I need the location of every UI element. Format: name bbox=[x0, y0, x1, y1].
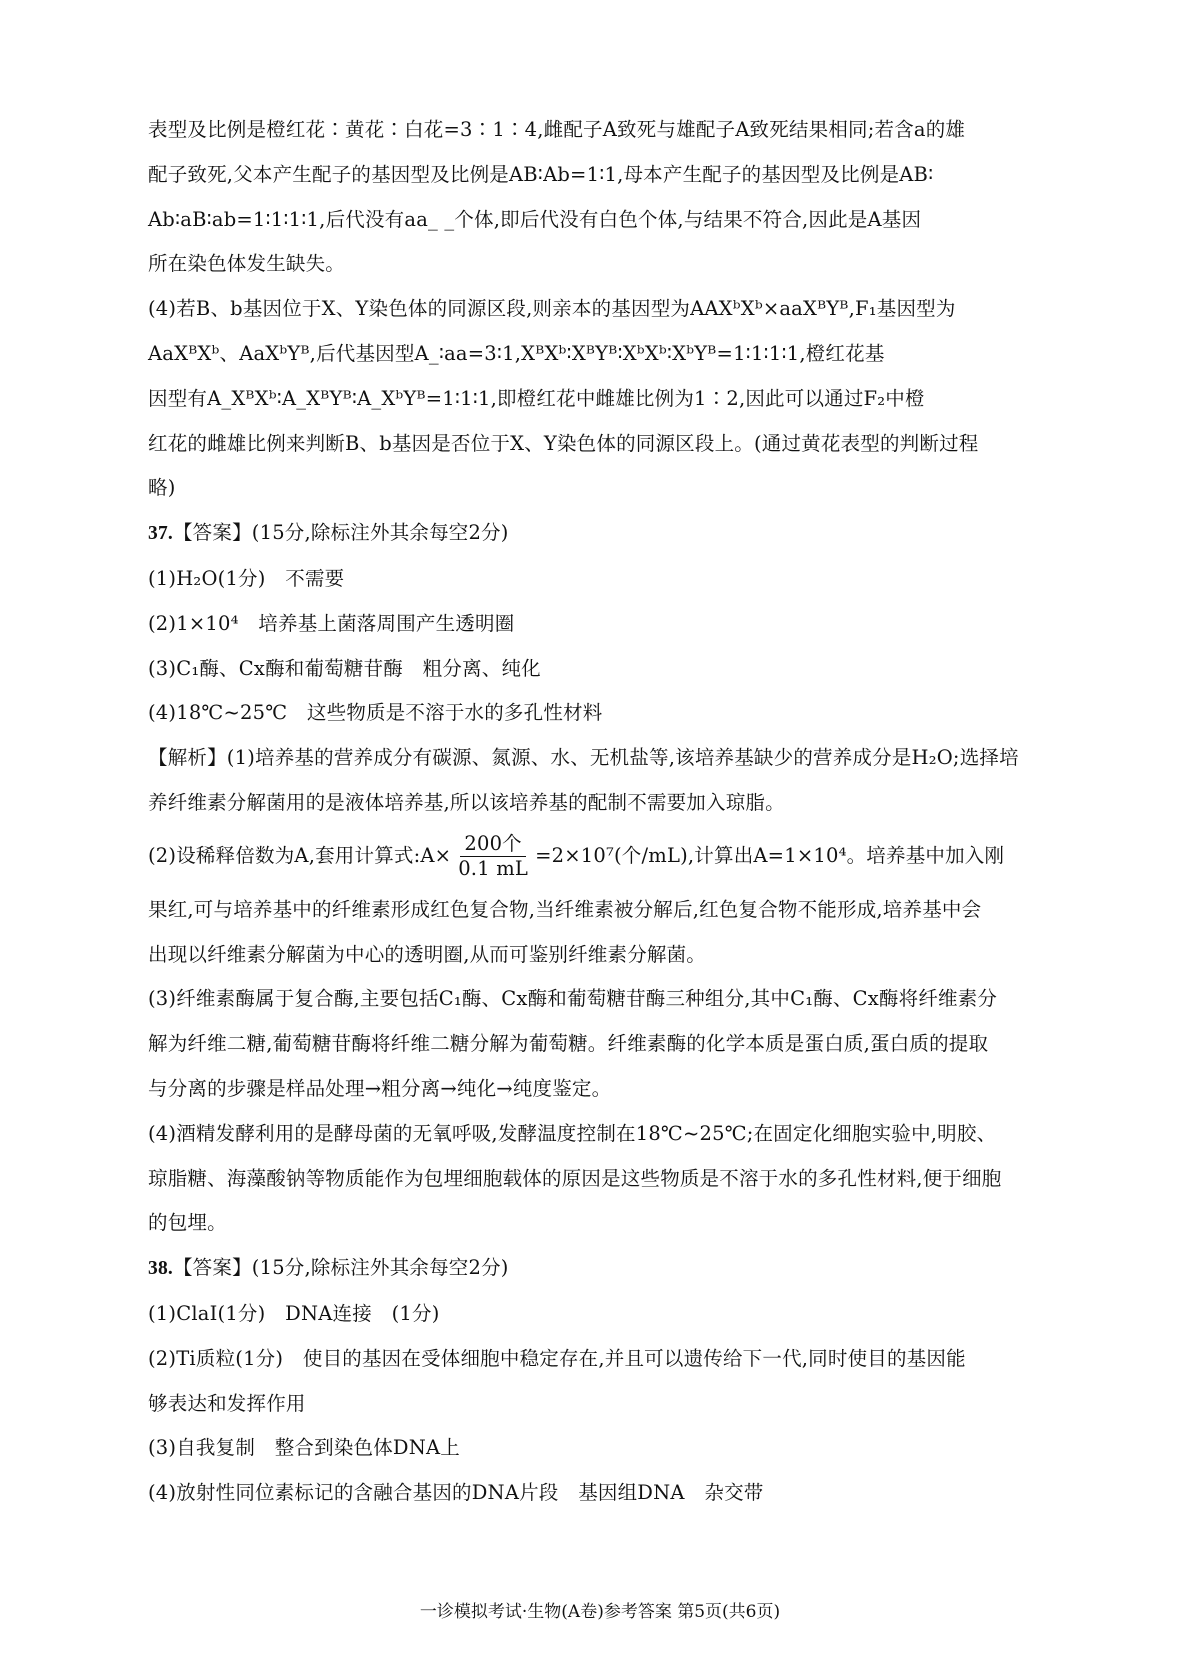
text-line: Ab∶aB∶ab=1∶1∶1∶1,后代没有aa_ _个体,即后代没有白色个体,与结果不符合,因此是A基因 bbox=[148, 207, 922, 231]
q37-analysis-2b: 果红,可与培养基中的纤维素形成红色复合物,当纤维素被分解后,红色复合物不能形成,培养基中会 bbox=[148, 897, 982, 921]
q37-analysis-3c: 与分离的步骤是样品处理→粗分离→纯化→纯度鉴定。 bbox=[148, 1076, 612, 1100]
q38-answer-2-cont: 够表达和发挥作用 bbox=[148, 1391, 306, 1415]
q37-analysis-1a: 【解析】(1)培养基的营养成分有碳源、氮源、水、无机盐等,该培养基缺少的营养成分是H₂O;选择培 bbox=[148, 746, 1019, 770]
q37-answer-3: (3)C₁酶、Cx酶和葡萄糖苷酶 粗分离、纯化 bbox=[148, 656, 541, 680]
q37-analysis-3b: 解为纤维二糖,葡萄糖苷酶将纤维二糖分解为葡萄糖。纤维素酶的化学本质是蛋白质,蛋白质的提取 bbox=[148, 1032, 989, 1056]
q37-analysis-2-formula bbox=[148, 826, 1063, 888]
formula-prefix: (2)设稀释倍数为A,套用计算式:A× bbox=[148, 844, 452, 868]
page-footer: 一诊模拟考试·生物(A卷)参考答案 第5页(共6页) bbox=[419, 1602, 781, 1622]
text-line: 因型有A_XᴮXᵇ∶A_XᴮYᴮ∶A_XᵇYᴮ=1∶1∶1,即橙红花中雌雄比例为1∶2,因此可以通过F₂中橙 bbox=[148, 386, 925, 410]
answer-content bbox=[148, 108, 1063, 1516]
text-line: 配子致死,父本产生配子的基因型及比例是AB∶Ab=1∶1,母本产生配子的基因型及比例是AB∶ bbox=[148, 162, 934, 186]
q37-analysis-4b: 琼脂糖、海藻酸钠等物质能作为包埋细胞载体的原因是这些物质是不溶于水的多孔性材料,便于细胞 bbox=[148, 1166, 1002, 1190]
q38-answer-1: (1)ClaⅠ(1分) DNA连接 (1分) bbox=[148, 1301, 440, 1325]
q37-analysis-4a: (4)酒精发酵利用的是酵母菌的无氧呼吸,发酵温度控制在18℃~25℃;在固定化细胞实验中,明胶、 bbox=[148, 1121, 997, 1145]
q37-answer-2: (2)1×10⁴ 培养基上菌落周围产生透明圈 bbox=[148, 611, 515, 635]
q37-answer-4: (4)18℃~25℃ 这些物质是不溶于水的多孔性材料 bbox=[148, 701, 603, 725]
text-line: 所在染色体发生缺失。 bbox=[148, 252, 346, 276]
fraction-numerator: 200个 bbox=[460, 832, 526, 857]
question-38-header bbox=[148, 1246, 1063, 1292]
question-37-head: 【答案】(15分,除标注外其余每空2分) bbox=[172, 521, 509, 545]
question-38-head: 【答案】(15分,除标注外其余每空2分) bbox=[172, 1256, 509, 1280]
text-line: AaXᴮXᵇ、AaXᵇYᴮ,后代基因型A_∶aa=3∶1,XᴮXᵇ∶XᴮYᴮ∶XᵇXᵇ∶XᵇYᴮ=1∶1∶1∶1,橙红花基 bbox=[148, 341, 885, 365]
q38-answer-3: (3)自我复制 整合到染色体DNA上 bbox=[148, 1436, 461, 1460]
q37-analysis-2c: 出现以纤维素分解菌为中心的透明圈,从而可鉴别纤维素分解菌。 bbox=[148, 942, 706, 966]
question-37-number: 37. bbox=[148, 523, 173, 545]
q37-analysis-1b: 养纤维素分解菌用的是液体培养基,所以该培养基的配制不需要加入琼脂。 bbox=[148, 790, 785, 814]
q37-analysis-4c: 的包埋。 bbox=[148, 1211, 227, 1235]
q37-analysis-3a: (3)纤维素酶属于复合酶,主要包括C₁酶、Cx酶和葡萄糖苷酶三种组分,其中C₁酶、Cx酶将纤维素分 bbox=[148, 987, 998, 1011]
q38-answer-4: (4)放射性同位素标记的含融合基因的DNA片段 基因组DNA 杂交带 bbox=[148, 1481, 764, 1505]
text-line: 红花的雌雄比例来判断B、b基因是否位于X、Y染色体的同源区段上。(通过黄花表型的判断过程 bbox=[148, 431, 979, 455]
q38-answer-2: (2)Ti质粒(1分) 使目的基因在受体细胞中稳定存在,并且可以遗传给下一代,同时使目的基因能 bbox=[148, 1346, 966, 1370]
question-38-number: 38. bbox=[148, 1258, 173, 1280]
question-37-header bbox=[148, 511, 1063, 557]
fraction-denominator: 0.1 mL bbox=[458, 857, 529, 881]
text-line: (4)若B、b基因位于X、Y染色体的同源区段,则亲本的基因型为AAXᵇXᵇ×aaXᴮYᴮ,F₁基因型为 bbox=[148, 297, 956, 321]
text-line: 略) bbox=[148, 476, 176, 500]
fraction bbox=[454, 832, 532, 881]
text-line: 表型及比例是橙红花∶黄花∶白花=3∶1∶4,雌配子A致死与雄配子A致死结果相同;若含a的雄 bbox=[148, 118, 966, 141]
q37-answer-1: (1)H₂O(1分) 不需要 bbox=[148, 566, 345, 590]
formula-suffix: =2×10⁷(个/mL),计算出A=1×10⁴。培养基中加入刚 bbox=[535, 844, 1005, 868]
